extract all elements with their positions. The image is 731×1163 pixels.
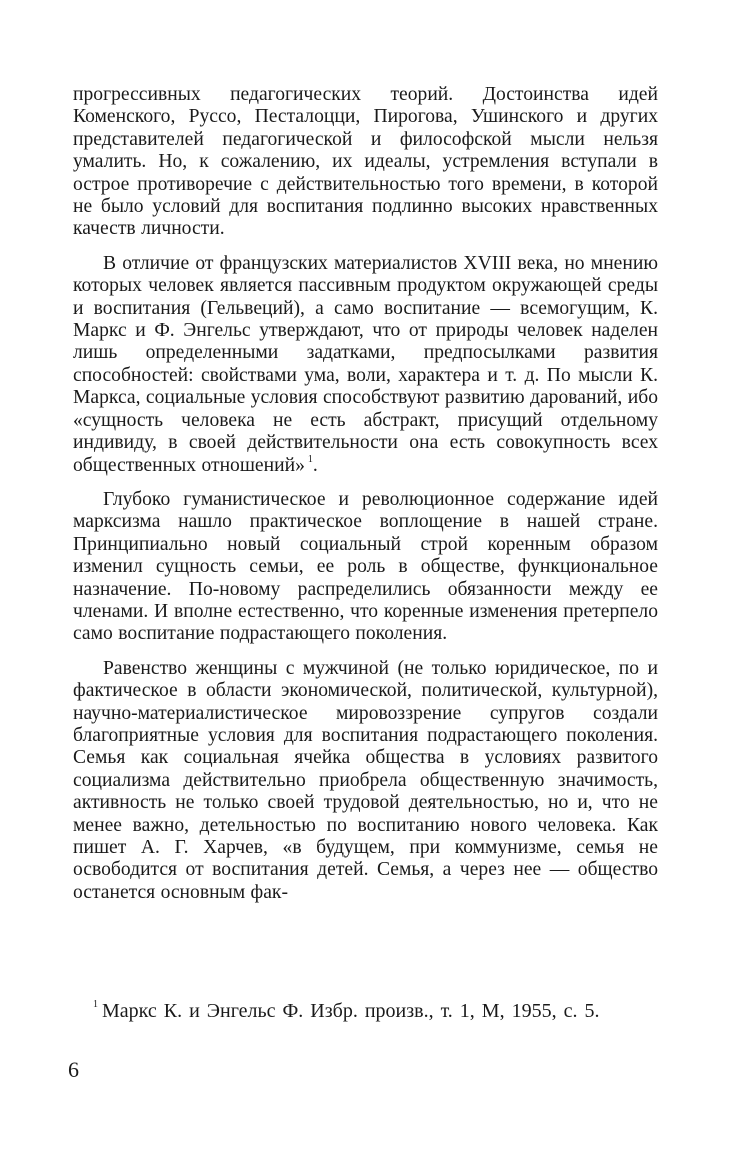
page-number: 6 <box>68 1057 79 1082</box>
paragraph-2-text: В отличие от французских материалистов XVIII века, но мнению которых человек является пассивным продуктом окружающей среды и воспитания (Гельвеций), а само воспитание — всемогущим, К. Маркс и Ф. Энгельс утверждают, что от природы человек наделен лишь определенными задатками, предпосылками развития способностей: свойствами ума, воли, характера и т. д. По мысли К. Маркса, социальные условия способствуют развитию дарований, ибо «сущность человека не есть абстракт, присущий отдельному индивиду, в своей действительности она есть совокупность всех общественных отношений» <box>73 252 658 476</box>
paragraph-1-text: прогрессивных педагогических теорий. Достоинства идей Коменского, Руссо, Песталоцци, Пирогова, Ушинского и других представителей педагогической и философской мысли нельзя умалить. Но, к сожалению, их идеалы, устремления вступали в острое противоречие с действительностью того времени, в которой не было условий для воспитания подлинно высоких нравственных качеств личности. <box>73 84 658 240</box>
paragraph-1 <box>73 84 658 241</box>
paragraph-4-text: Равенство женщины с мужчиной (не только юридическое, по и фактическое в области экономической, политической, культурной), научно-материалистическое мировоззрение супругов создали благоприятные условия для воспитания подрастающего поколения. Семья как социальная ячейка общества в условиях развитого социализма действительно приобрела общественную значимость, активность не только своей трудовой деятельностью, но и, что не менее важно, детельностью по воспитанию нового человека. Как пишет А. Г. Харчев, «в будущем, при коммунизме, семья не освободится от воспитания детей. Семья, а через нее — общество останется основным фак- <box>73 657 658 903</box>
footnote-text: Маркс К. и Энгельс Ф. Избр. произв., т. 1, М, 1955, с. 5. <box>102 1000 600 1022</box>
paragraph-3 <box>73 489 658 646</box>
paragraph-3-text: Глубоко гуманистическое и революционное содержание идей марксизма нашло практическое воплощение в нашей стране. Принципиально новый социальный строй коренным образом изменил сущность семьи, ее роль в обществе, функциональное назначение. По-новому распределились обязанности между ее членами. И вполне естественно, что коренные изменения претерпело само воспитание подрастающего поколения. <box>73 488 658 645</box>
footnote-reference: 1 <box>307 453 313 465</box>
footnote <box>73 998 661 1024</box>
footnote-marker: 1 <box>93 999 98 1010</box>
page-body <box>73 84 658 916</box>
paragraph-2: В отличие от французских материалистов XVIII века, но мнению которых человек является пассивным продуктом окружающей среды и воспитания (Гельвеций), а само воспитание — всемогущим, К. Маркс и Ф. Энгельс утверждают, что от природы человек наделен лишь определенными задатками, предпосылками развития способностей: свойствами ума, воли, характера и т. д. По мысли К. Маркса, социальные условия способствуют развитию дарований, ибо «сущность человека не есть абстракт, присущий отдельному индивиду, в своей действительности она есть совокупность всех общественных отношений» $^1$. <box>73 252 658 476</box>
paragraph-4 <box>73 658 658 904</box>
